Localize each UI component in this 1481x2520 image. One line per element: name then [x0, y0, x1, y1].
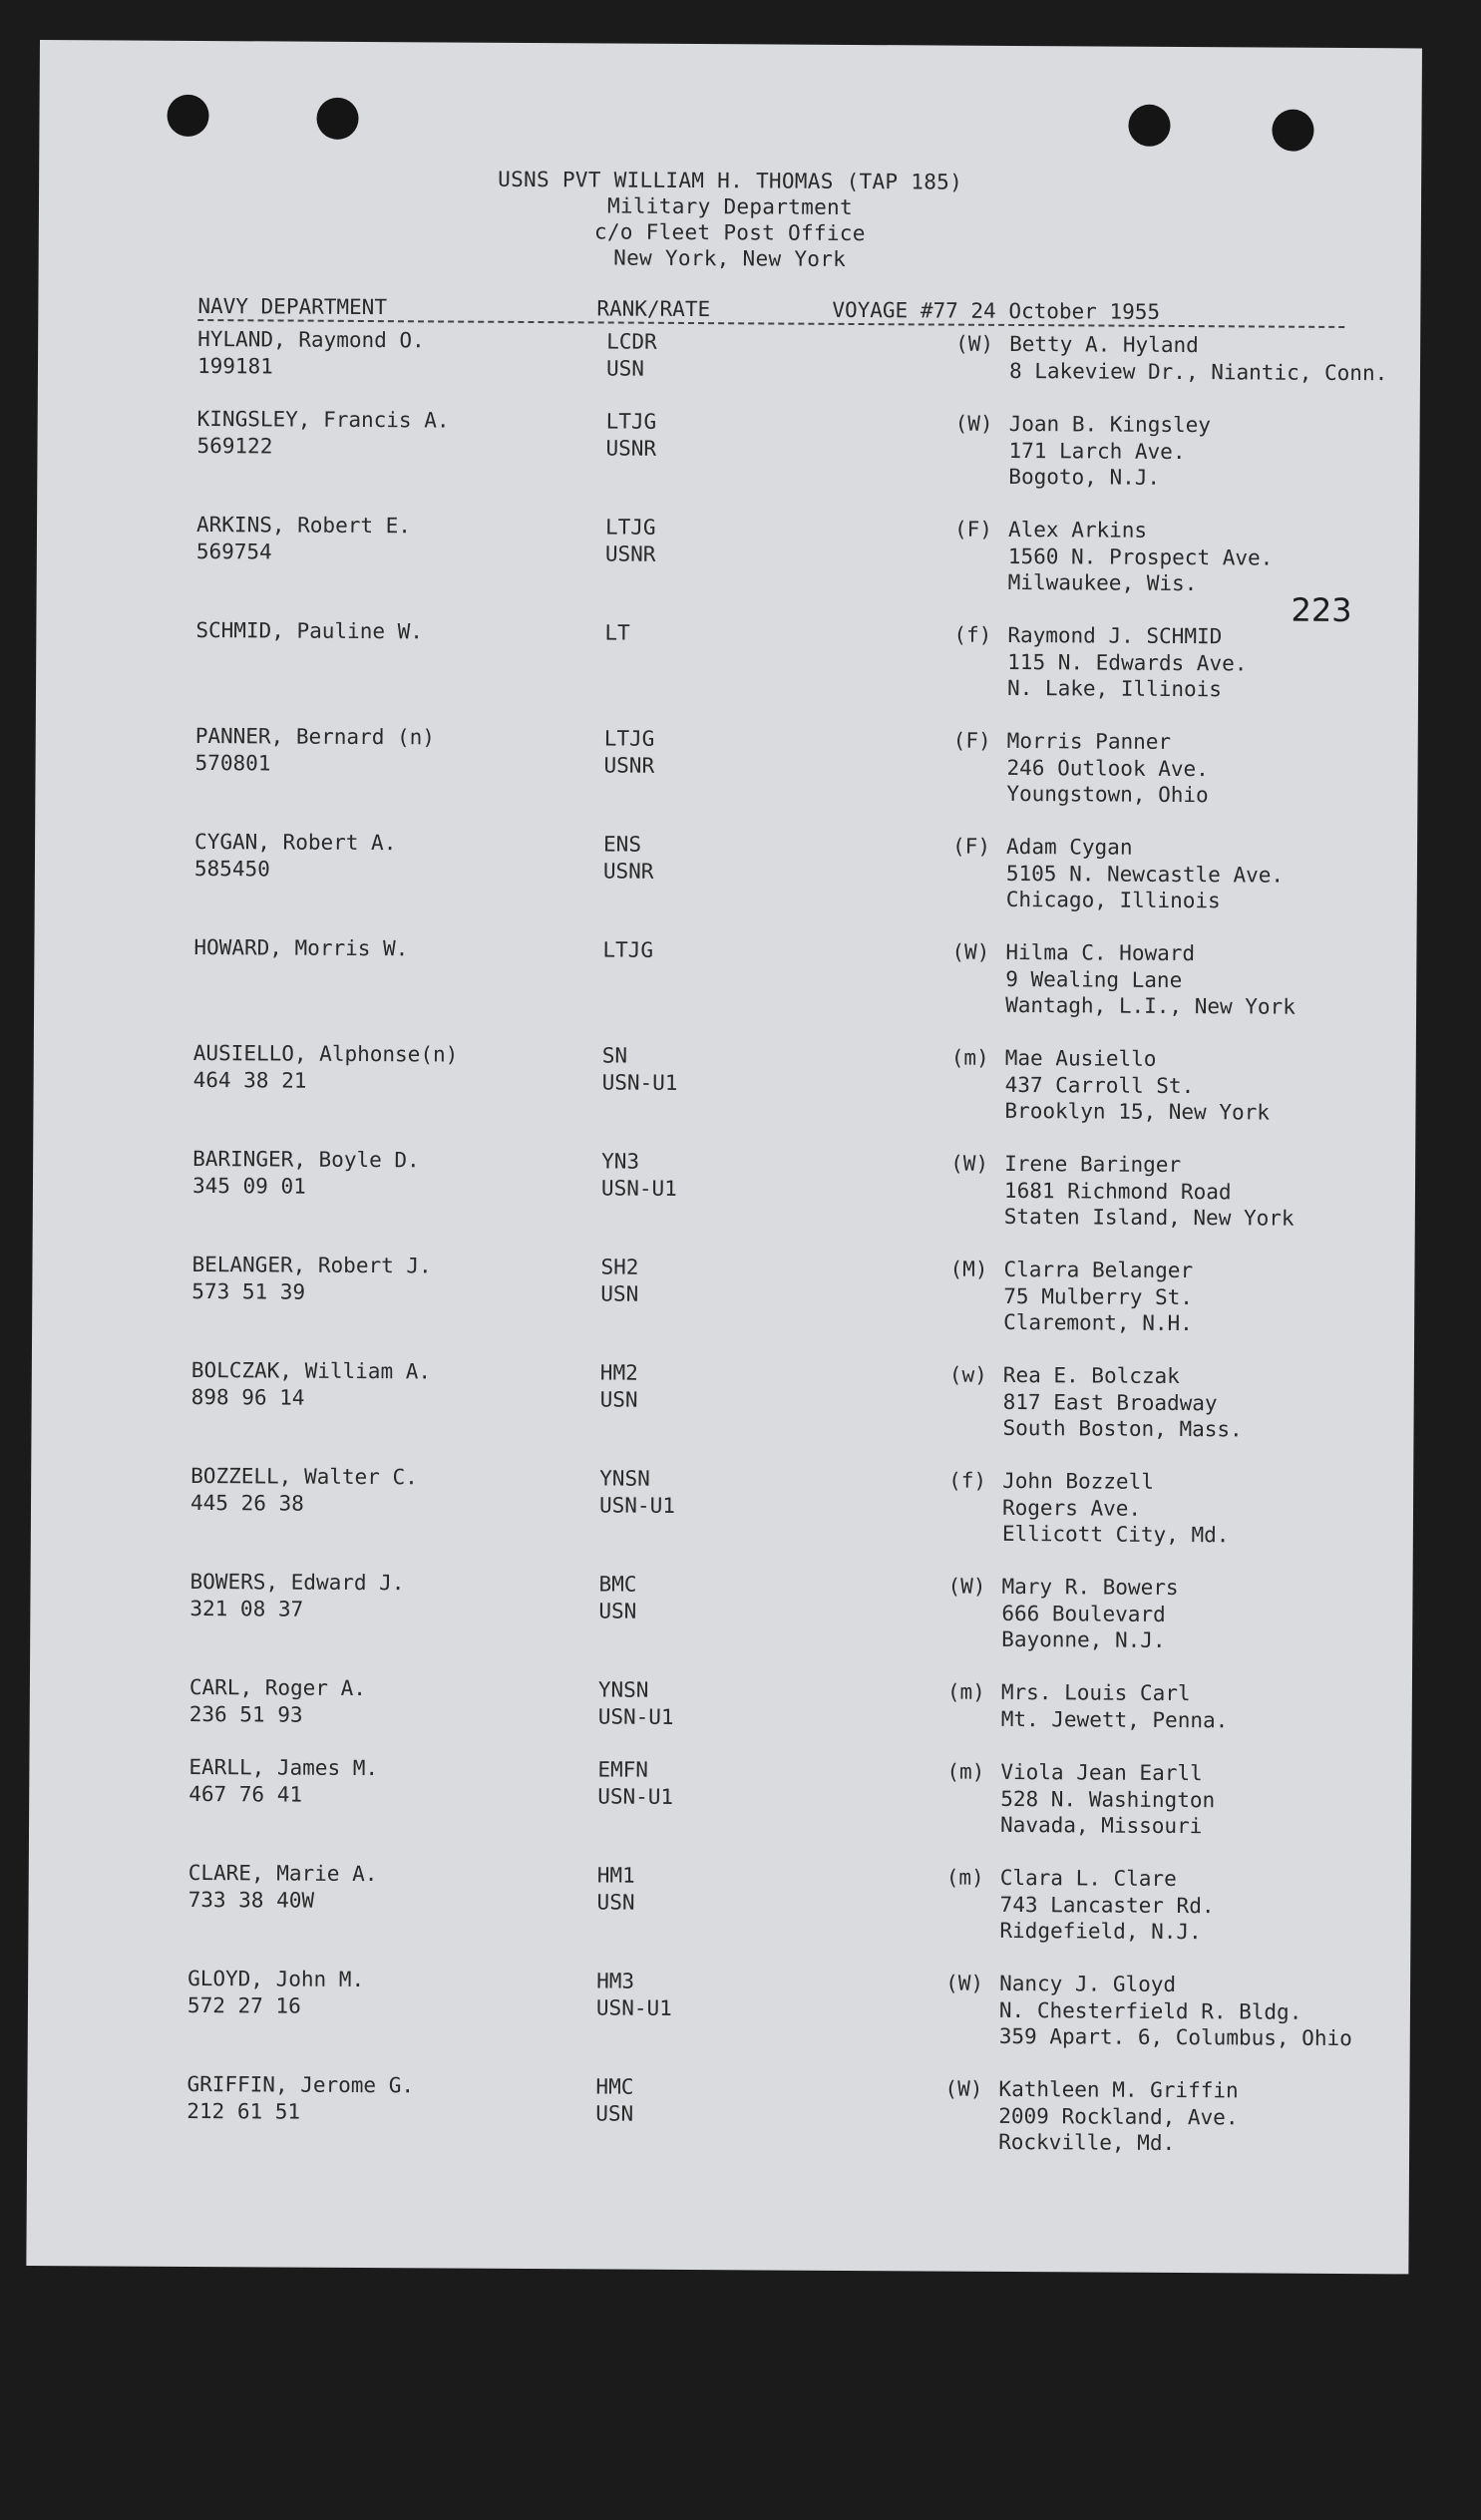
entry-relationship-line: (w): [948, 1362, 987, 1387]
entry-address-line: Ridgefield, N.J.: [999, 1918, 1202, 1945]
entry-rank-line: LTJG: [603, 726, 655, 751]
entry-rank: [597, 1862, 635, 1915]
entry-relationship: [949, 1362, 987, 1389]
entry-address: [1003, 1257, 1193, 1337]
entry-relationship-line: (W): [944, 2076, 983, 2101]
list-item: [188, 1754, 1336, 1839]
entry-address: [1000, 1759, 1215, 1840]
entry-rank-line: LTJG: [602, 937, 654, 962]
entry-rank-line: USN-U1: [601, 1069, 678, 1095]
entry-relationship: [955, 331, 993, 358]
entry-address-line: 359 Apart. 6, Columbus, Ohio: [998, 2023, 1352, 2051]
entry-name-line: 445 26 38: [189, 1490, 304, 1516]
entry-address-line: Milwaukee, Wis.: [1007, 569, 1198, 596]
entry-rank: [598, 1571, 636, 1623]
entry-rank-line: LTJG: [605, 409, 657, 434]
entry-address-line: N. Lake, Illinois: [1006, 675, 1223, 702]
entry-rank-line: USN: [599, 1386, 638, 1412]
entry-address: [1007, 622, 1248, 703]
entry-relationship-line: (m): [950, 1045, 989, 1070]
entry-address-line: Clarra Belanger: [1003, 1257, 1194, 1283]
entry-address-line: 1560 N. Prospect Ave.: [1007, 543, 1274, 570]
entry-rank-line: HM1: [596, 1863, 635, 1888]
entry-name: [189, 1674, 366, 1728]
entry-address-line: Mrs. Louis Carl: [1000, 1679, 1191, 1706]
entry-relationship: [951, 939, 989, 966]
entry-rank: [603, 725, 654, 778]
entry-rank: [598, 1676, 674, 1729]
entry-name-line: BOLCZAK, William A.: [190, 1357, 432, 1384]
entry-rank-line: YNSN: [597, 1677, 649, 1702]
entry-address: [1008, 517, 1274, 597]
entry-relationship: [952, 834, 990, 861]
entry-address-line: Claremont, N.H.: [1003, 1309, 1193, 1336]
entry-address-line: South Boston, Mass.: [1002, 1415, 1243, 1442]
entry-name-line: 898 96 14: [190, 1384, 305, 1410]
entry-address: [1002, 1468, 1230, 1549]
entry-address-line: 171 Larch Ave.: [1008, 438, 1186, 464]
entry-name: [193, 1040, 459, 1095]
entry-relationship: [947, 1574, 985, 1601]
entry-address-line: John Bozzell: [1002, 1468, 1154, 1494]
entry-address-line: 75 Mulberry St.: [1003, 1283, 1194, 1309]
entry-address-line: Chicago, Illinois: [1005, 887, 1221, 913]
entry-rank-line: HMC: [595, 2074, 634, 2099]
entry-rank-line: BMC: [598, 1572, 637, 1597]
entry-name: [190, 1463, 418, 1517]
entry-name: [193, 934, 408, 962]
entry-name-line: CYGAN, Robert A.: [194, 829, 397, 856]
entry-rank-line: USN: [595, 2100, 634, 2126]
entry-name-line: 199181: [196, 353, 273, 378]
entry-relationship-line: (f): [948, 1468, 987, 1493]
column-headers: [197, 294, 1344, 331]
document-page: [26, 40, 1422, 2274]
entry-rank-line: YNSN: [599, 1466, 650, 1491]
entry-address-line: Wantagh, L.I., New York: [1005, 992, 1296, 1019]
entry-address-line: Nancy J. Gloyd: [999, 1971, 1177, 1996]
entry-address-line: Mae Ausiello: [1004, 1045, 1157, 1071]
entry-address-line: Viola Jean Earll: [1000, 1759, 1203, 1786]
city: New York, New York: [613, 245, 847, 271]
entry-rank-line: USN-U1: [598, 1492, 675, 1518]
entry-rank: [595, 2073, 633, 2126]
entry-rank: [605, 514, 656, 566]
entry-name-line: BOWERS, Edward J.: [189, 1569, 405, 1596]
list-item: [192, 1040, 1340, 1125]
entry-name-line: KINGSLEY, Francis A.: [196, 406, 450, 433]
list-item: [186, 1966, 1352, 2051]
entry-address-line: 528 N. Washington: [1000, 1786, 1216, 1812]
entry-address-line: Bogoto, N.J.: [1008, 464, 1161, 490]
entry-relationship: [948, 1468, 986, 1495]
entry-address-line: Alex Arkins: [1007, 517, 1148, 542]
entry-rank-line: USNR: [603, 752, 655, 778]
entry-rank-line: USNR: [602, 858, 654, 884]
entry-relationship: [950, 1151, 988, 1178]
list-item: [189, 1569, 1337, 1652]
entry-address-line: Mary R. Bowers: [1001, 1574, 1179, 1601]
entry-relationship: [946, 1759, 984, 1786]
entry-address-line: Staten Island, New York: [1003, 1204, 1295, 1231]
entry-relationship: [953, 622, 991, 649]
entry-address: [1009, 331, 1388, 386]
entry-address-line: Irene Baringer: [1004, 1151, 1182, 1178]
entry-name: [196, 406, 449, 461]
entry-name: [187, 1966, 364, 2019]
entry-address-line: 743 Lancaster Rd.: [999, 1892, 1215, 1918]
entry-rank-line: HM2: [599, 1360, 638, 1385]
entry-relationship: [947, 1679, 985, 1706]
entry-rank: [602, 1042, 678, 1095]
entry-rank-line: LTJG: [604, 515, 656, 540]
entry-name: [186, 2071, 414, 2125]
entry-address-line: Brooklyn 15, New York: [1004, 1098, 1271, 1125]
entry-name-line: 464 38 21: [192, 1067, 307, 1093]
entry-rank-line: LT: [604, 620, 630, 645]
col-rank-rate: RANK/RATE: [596, 296, 711, 322]
entry-address: [1004, 1151, 1295, 1232]
entry-address: [998, 2076, 1239, 2157]
entry-address-line: 115 N. Edwards Ave.: [1007, 649, 1248, 675]
entry-relationship-line: (W): [955, 331, 994, 356]
entry-rank-line: USN: [600, 1280, 639, 1306]
entry-rank: [602, 936, 653, 963]
entry-name-line: 733 38 40W: [187, 1887, 315, 1913]
entry-rank-line: USN-U1: [597, 1703, 674, 1729]
entry-rank: [596, 1968, 672, 2020]
entry-relationship-line: (F): [952, 728, 991, 753]
entry-name-line: 321 08 37: [189, 1596, 304, 1621]
entry-relationship-line: (M): [949, 1257, 988, 1281]
entry-address: [999, 1971, 1352, 2052]
entry-name-line: PANNER, Bernard (n): [194, 723, 436, 750]
entry-address: [1006, 834, 1285, 914]
entry-name-line: GLOYD, John M.: [187, 1966, 365, 1992]
entry-name-line: 569754: [195, 539, 272, 563]
entry-name: [192, 1146, 420, 1200]
list-item: [194, 723, 1342, 808]
entry-address-line: 9 Wealing Lane: [1005, 966, 1183, 992]
entry-name-line: 569122: [196, 433, 273, 458]
entry-relationship-line: (F): [952, 834, 991, 859]
entry-relationship-line: (W): [945, 1971, 984, 1995]
entry-rank-line: USN-U1: [597, 1783, 674, 1809]
entry-rank: [605, 408, 656, 461]
entry-address-line: 5105 N. Newcastle Ave.: [1005, 861, 1285, 888]
entry-rank-line: USN: [598, 1598, 637, 1623]
entry-rank-line: ENS: [603, 832, 642, 857]
entry-name-line: BELANGER, Robert J.: [191, 1252, 432, 1278]
entry-address-line: Rockville, Md.: [998, 2129, 1176, 2155]
entry-address-line: 2009 Rockland, Ave.: [998, 2103, 1239, 2129]
entry-rank: [600, 1359, 638, 1412]
entry-relationship-line: (f): [953, 622, 992, 647]
entry-relationship-line: (m): [946, 1679, 985, 1704]
punch-hole: [316, 98, 358, 140]
entry-address: [1008, 411, 1211, 492]
entry-rank-line: USN: [605, 355, 645, 381]
entry-rank: [601, 1148, 677, 1201]
entry-rank-line: EMFN: [597, 1757, 649, 1782]
entry-address-line: 1681 Richmond Road: [1003, 1178, 1232, 1204]
entry-name-line: 212 61 51: [186, 2098, 301, 2124]
entry-address-line: Kathleen M. Griffin: [998, 2076, 1239, 2103]
entry-address-line: 437 Carroll St.: [1004, 1072, 1195, 1098]
entry-name: [194, 829, 397, 883]
col-navy-department: NAVY DEPARTMENT: [197, 293, 388, 320]
entry-rank-line: USNR: [604, 540, 656, 566]
entry-name-line: 345 09 01: [191, 1173, 306, 1199]
entry-name: [196, 512, 411, 565]
document-header: [39, 164, 1422, 275]
entry-address-line: Navada, Missouri: [1000, 1812, 1203, 1839]
entry-name-line: SCHMID, Pauline W.: [195, 617, 424, 644]
entry-relationship-line: (W): [951, 939, 990, 964]
entry-rank-line: LCDR: [606, 329, 657, 354]
list-item: [196, 406, 1344, 490]
entry-name-line: 573 51 39: [191, 1278, 306, 1304]
post-office: c/o Fleet Post Office: [593, 219, 866, 246]
entry-name-line: HOWARD, Morris W.: [193, 934, 409, 961]
list-item: [190, 1357, 1338, 1442]
list-item: [191, 1146, 1339, 1231]
entry-address: [999, 1865, 1214, 1946]
entry-relationship: [951, 1045, 989, 1072]
entry-name-line: HYLAND, Raymond O.: [197, 326, 425, 353]
entry-name-line: 570801: [194, 750, 271, 775]
entry-name-line: 585450: [193, 856, 270, 881]
list-item: [191, 1252, 1339, 1336]
entry-rank-line: USNR: [605, 435, 657, 461]
entry-address-line: Rea E. Bolczak: [1002, 1362, 1180, 1389]
entry-relationship-line: (W): [950, 1151, 989, 1176]
entry-rank: [599, 1465, 675, 1518]
entry-name: [195, 617, 423, 645]
entry-relationship: [953, 728, 991, 755]
entry-address-line: Rogers Ave.: [1001, 1495, 1142, 1521]
list-item: [189, 1463, 1337, 1548]
entry-address-line: Ellicott City, Md.: [1001, 1521, 1230, 1548]
entry-rank: [606, 328, 657, 381]
entry-name-line: 467 76 41: [188, 1781, 303, 1807]
page-number: 223: [1291, 590, 1352, 630]
entry-name: [197, 326, 425, 380]
entry-name-line: CARL, Roger A.: [188, 1674, 366, 1701]
entry-relationship: [949, 1257, 987, 1283]
list-item: [195, 617, 1342, 702]
entry-name-line: EARLL, James M.: [188, 1754, 379, 1781]
entry-address: [1006, 728, 1209, 809]
entry-address-line: N. Chesterfield R. Bldg.: [998, 1997, 1302, 2024]
entry-name: [191, 1252, 432, 1305]
entry-rank-line: SN: [601, 1043, 628, 1068]
list-item: [193, 934, 1341, 1019]
entry-rank-line: USN-U1: [595, 1994, 672, 2020]
entry-address-line: Adam Cygan: [1006, 834, 1133, 860]
entry-relationship-line: (W): [947, 1574, 986, 1599]
department: Military Department: [606, 193, 854, 219]
entry-name: [188, 1754, 378, 1808]
entry-name-line: ARKINS, Robert E.: [195, 512, 412, 539]
entry-rank: [604, 619, 629, 646]
entry-address-line: Clara L. Clare: [999, 1865, 1177, 1891]
punch-hole: [167, 95, 208, 137]
entry-rank-line: USN-U1: [600, 1175, 677, 1201]
entry-rank-line: USN: [596, 1889, 635, 1915]
entry-relationship: [954, 517, 992, 543]
entry-name: [194, 723, 435, 777]
entry-relationship-line: (W): [954, 411, 993, 436]
entry-name-line: BOZZELL, Walter C.: [190, 1463, 418, 1490]
entry-relationship-line: (m): [946, 1759, 985, 1784]
entry-relationship: [944, 2076, 982, 2103]
entry-name: [189, 1569, 404, 1622]
list-item: [187, 1860, 1335, 1945]
entry-address: [1005, 939, 1296, 1020]
entry-address-line: Morris Panner: [1006, 728, 1172, 754]
list-item: [193, 829, 1341, 913]
entry-relationship: [945, 1971, 983, 1997]
entry-address: [1001, 1574, 1178, 1654]
entry-rank: [600, 1254, 638, 1306]
entry-address-line: Joan B. Kingsley: [1008, 411, 1212, 438]
list-item: [195, 512, 1343, 596]
entry-rank-line: YN3: [601, 1149, 640, 1174]
entry-name: [188, 1860, 378, 1914]
entry-address-line: 666 Boulevard: [1001, 1601, 1166, 1626]
entry-address-line: Raymond J. SCHMID: [1007, 622, 1223, 649]
entry-relationship: [955, 411, 993, 438]
entry-name-line: BARINGER, Boyle D.: [192, 1146, 420, 1173]
entry-rank-line: HM3: [596, 1969, 635, 1993]
ship-name: USNS PVT WILLIAM H. THOMAS (TAP 185): [498, 167, 963, 194]
entry-address: [1001, 1679, 1229, 1733]
entry-name-line: 572 27 16: [186, 1992, 301, 2018]
entry-address: [1004, 1045, 1270, 1126]
punch-hole: [1128, 105, 1170, 147]
entry-name-line: GRIFFIN, Jerome G.: [186, 2071, 415, 2098]
list-item: [186, 2071, 1334, 2155]
entry-rank: [603, 831, 654, 884]
list-item: [188, 1674, 1336, 1732]
entry-name-line: CLARE, Marie A.: [187, 1860, 378, 1887]
entry-name-line: 236 51 93: [188, 1701, 303, 1727]
col-voyage: VOYAGE #77 24 October 1955: [832, 297, 1161, 324]
entry-name: [191, 1357, 432, 1411]
entry-relationship-line: (m): [945, 1865, 984, 1890]
punch-hole: [1272, 110, 1313, 152]
entry-address-line: Bayonne, N.J.: [1001, 1626, 1166, 1652]
entry-relationship-line: (F): [953, 517, 993, 541]
entry-rank: [597, 1756, 673, 1809]
entry-address: [1002, 1362, 1243, 1443]
entry-address-line: Betty A. Hyland: [1009, 331, 1199, 358]
entry-address-line: Hilma C. Howard: [1005, 939, 1196, 966]
entry-address-line: 246 Outlook Ave.: [1006, 755, 1209, 781]
entry-relationship: [946, 1865, 984, 1892]
entry-address-line: Mt. Jewett, Penna.: [1000, 1706, 1229, 1732]
entry-address-line: 8 Lakeview Dr., Niantic, Conn.: [1008, 358, 1388, 385]
entry-name-line: AUSIELLO, Alphonse(n): [192, 1040, 459, 1067]
entry-rank-line: SH2: [600, 1255, 639, 1279]
entry-address-line: 817 East Broadway: [1002, 1389, 1218, 1415]
entry-address-line: Youngstown, Ohio: [1006, 781, 1209, 808]
